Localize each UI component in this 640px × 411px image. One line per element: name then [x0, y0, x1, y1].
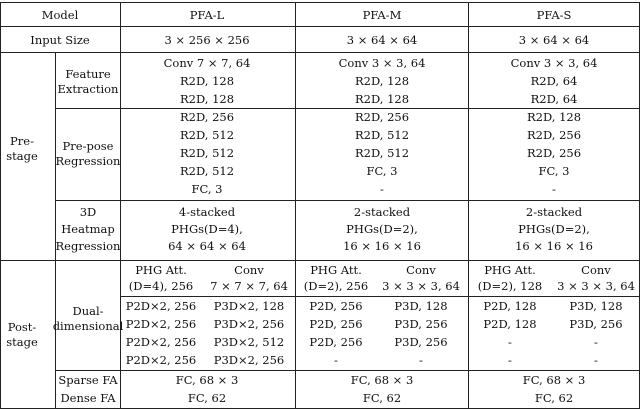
- fe-m-3: R2D, 128: [354, 92, 410, 106]
- dd-s-phg-3: -: [508, 335, 512, 349]
- pp-s-4: FC, 3: [538, 164, 570, 178]
- vrule-1: [0, 2, 1, 408]
- dense-fa-label: Dense FA: [60, 391, 116, 405]
- pre-pose-label-1: Pre-pose: [62, 139, 114, 153]
- feature-extraction-label-2: Extraction: [57, 82, 119, 96]
- sub-s-conv-1: Conv: [581, 263, 611, 277]
- hm-l-1: 4-stacked: [178, 205, 236, 219]
- dd-s-conv-1: P3D, 128: [569, 299, 623, 313]
- hm-m-1: 2-stacked: [353, 205, 411, 219]
- heatmap-label-1: 3D: [79, 205, 97, 219]
- sub-m-phg-2: (D=2), 256: [303, 279, 369, 293]
- input-size-label: Input Size: [30, 33, 90, 47]
- dd-s-phg-1: P2D, 128: [483, 299, 537, 313]
- pp-l-1: R2D, 256: [179, 110, 235, 124]
- sub-m-conv-2: 3 × 3 × 3, 64: [382, 279, 460, 293]
- post-stage-label-1: Post-: [7, 320, 37, 334]
- hm-m-3: 16 × 16 × 16: [343, 239, 421, 253]
- pp-m-1: R2D, 256: [354, 110, 410, 124]
- dd-s-conv-4: -: [594, 353, 598, 367]
- sub-l-conv-2: 7 × 7 × 7, 64: [210, 279, 288, 293]
- sub-m-conv-1: Conv: [406, 263, 436, 277]
- dd-m-conv-2: P3D, 256: [394, 317, 448, 331]
- sub-s-phg-1: PHG Att.: [484, 263, 536, 277]
- post-stage-label-2: stage: [6, 335, 38, 349]
- sub-s-conv-2: 3 × 3 × 3, 64: [557, 279, 635, 293]
- sparse-fa-label: Sparse FA: [58, 373, 118, 387]
- dd-l-phg-2: P2D×2, 256: [125, 317, 197, 331]
- fe-s-2: R2D, 64: [530, 74, 578, 88]
- fe-m-2: R2D, 128: [354, 74, 410, 88]
- dd-m-conv-1: P3D, 128: [394, 299, 448, 313]
- dd-m-phg-1: P2D, 256: [309, 299, 363, 313]
- sub-l-conv-1: Conv: [234, 263, 264, 277]
- rule-dual: [55, 370, 640, 371]
- vrule-4: [468, 2, 469, 408]
- dd-m-phg-3: P2D, 256: [309, 335, 363, 349]
- pp-l-4: R2D, 512: [179, 164, 235, 178]
- rule-feature: [55, 108, 640, 109]
- vrule-post-sub: [55, 261, 56, 408]
- rule-header: [0, 26, 640, 27]
- vrule-3: [295, 2, 296, 408]
- dd-m-conv-3: P3D, 256: [394, 335, 448, 349]
- rule-top: [0, 2, 640, 3]
- dd-l-phg-1: P2D×2, 256: [125, 299, 197, 313]
- input-size-s: 3 × 64 × 64: [518, 33, 590, 47]
- fe-l-3: R2D, 128: [179, 92, 235, 106]
- sparse-fa-m: FC, 68 × 3: [350, 373, 414, 387]
- dd-s-conv-2: P3D, 256: [569, 317, 623, 331]
- dd-m-phg-4: -: [334, 353, 338, 367]
- fe-s-3: R2D, 64: [530, 92, 578, 106]
- pp-l-3: R2D, 512: [179, 146, 235, 160]
- dense-fa-m: FC, 62: [362, 391, 402, 405]
- sub-l-phg-2: (D=4), 256: [128, 279, 194, 293]
- pre-stage-label-1: Pre-: [10, 134, 34, 148]
- header-model: Model: [41, 8, 79, 22]
- input-size-m: 3 × 64 × 64: [346, 33, 418, 47]
- hm-m-2: PHGs(D=2),: [346, 222, 418, 236]
- hm-l-3: 64 × 64 × 64: [168, 239, 246, 253]
- pp-s-1: R2D, 128: [526, 110, 582, 124]
- fe-l-1: Conv 7 × 7, 64: [163, 56, 251, 70]
- pp-s-5: -: [552, 182, 556, 196]
- dual-label-1: Dual-: [72, 304, 104, 318]
- header-pfa-s: PFA-S: [536, 8, 572, 22]
- pre-stage-label-2: stage: [6, 149, 38, 163]
- rule-prestage: [0, 260, 640, 261]
- sub-s-phg-2: (D=2), 128: [477, 279, 543, 293]
- dd-m-conv-4: -: [419, 353, 423, 367]
- pp-m-2: R2D, 512: [354, 128, 410, 142]
- hm-s-3: 16 × 16 × 16: [515, 239, 593, 253]
- sub-l-phg-1: PHG Att.: [135, 263, 187, 277]
- feature-extraction-label-1: Feature: [65, 67, 111, 81]
- rule-bottom: [0, 408, 640, 409]
- dd-l-conv-2: P3D×2, 256: [213, 317, 285, 331]
- header-pfa-m: PFA-M: [362, 8, 402, 22]
- dd-l-conv-4: P3D×2, 256: [213, 353, 285, 367]
- pp-m-4: FC, 3: [366, 164, 398, 178]
- pp-s-2: R2D, 256: [526, 128, 582, 142]
- dd-s-phg-4: -: [508, 353, 512, 367]
- dd-l-conv-1: P3D×2, 128: [213, 299, 285, 313]
- sparse-fa-l: FC, 68 × 3: [175, 373, 239, 387]
- heatmap-label-2: Heatmap: [61, 222, 115, 236]
- sub-m-phg-1: PHG Att.: [310, 263, 362, 277]
- heatmap-label-3: Regression: [55, 239, 121, 253]
- fe-s-1: Conv 3 × 3, 64: [510, 56, 598, 70]
- dual-label-2: dimensional: [52, 319, 124, 333]
- dd-l-conv-3: P3D×2, 512: [213, 335, 285, 349]
- fe-m-1: Conv 3 × 3, 64: [338, 56, 426, 70]
- dd-s-phg-2: P2D, 128: [483, 317, 537, 331]
- vrule-2: [120, 2, 121, 408]
- dense-fa-s: FC, 62: [534, 391, 574, 405]
- dd-l-phg-3: P2D×2, 256: [125, 335, 197, 349]
- input-size-l: 3 × 256 × 256: [164, 33, 250, 47]
- dd-l-phg-4: P2D×2, 256: [125, 353, 197, 367]
- rule-prepose: [55, 200, 640, 201]
- pp-s-3: R2D, 256: [526, 146, 582, 160]
- pre-pose-label-2: Regression: [55, 154, 121, 168]
- dense-fa-l: FC, 62: [187, 391, 227, 405]
- rule-input: [0, 52, 640, 53]
- pp-l-2: R2D, 512: [179, 128, 235, 142]
- header-pfa-l: PFA-L: [189, 8, 225, 22]
- dd-s-conv-3: -: [594, 335, 598, 349]
- sparse-fa-s: FC, 68 × 3: [522, 373, 586, 387]
- rule-dual-sub: [120, 296, 640, 297]
- hm-l-2: PHGs(D=4),: [171, 222, 243, 236]
- pp-l-5: FC, 3: [191, 182, 223, 196]
- pp-m-3: R2D, 512: [354, 146, 410, 160]
- pp-m-5: -: [380, 182, 384, 196]
- hm-s-1: 2-stacked: [525, 205, 583, 219]
- fe-l-2: R2D, 128: [179, 74, 235, 88]
- dd-m-phg-2: P2D, 256: [309, 317, 363, 331]
- hm-s-2: PHGs(D=2),: [518, 222, 590, 236]
